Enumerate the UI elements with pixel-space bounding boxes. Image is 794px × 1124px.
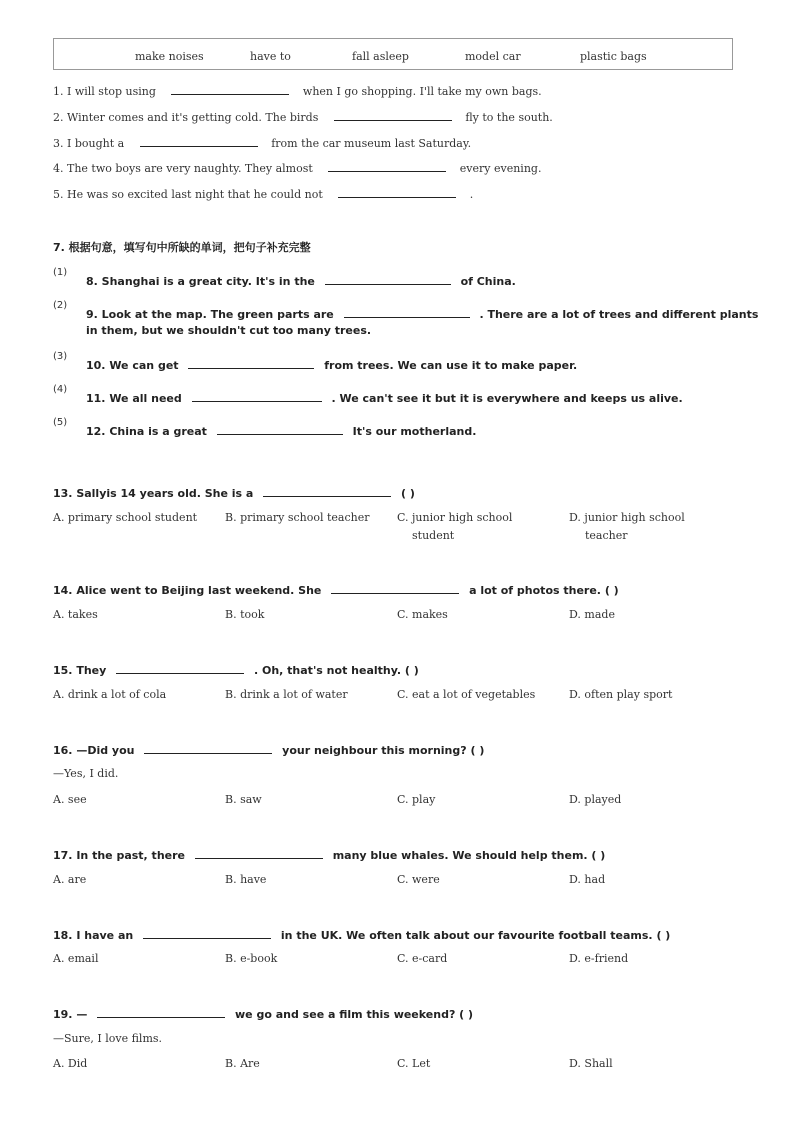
word-bank-item: model car [465,50,521,63]
option-d[interactable]: D. often play sport [569,688,673,701]
option-d[interactable]: D. junior high school [569,511,685,524]
option-c[interactable]: C. makes [397,608,448,621]
option-b[interactable]: B. saw [225,793,262,806]
answer-blank[interactable] [344,306,470,318]
option-a[interactable]: A. takes [53,608,98,621]
answer-blank[interactable] [263,485,391,497]
fill-in-question: 2. Winter comes and it's getting cold. The birds fly to the south. [53,111,553,124]
option-c[interactable]: C. e-card [397,952,448,965]
option-d[interactable]: D. Shall [569,1057,613,1070]
option-d[interactable]: D. had [569,873,606,886]
option-b[interactable]: B. Are [225,1057,260,1070]
fill-in-question: 10. We can get from trees. We can use it to make paper. [86,359,578,372]
option-b[interactable]: B. primary school teacher [225,511,370,524]
mc-question: 17. In the past, there many blue whales. We should help them. ( ) [53,849,606,862]
option-a[interactable]: A. see [53,793,87,806]
answer-blank[interactable] [217,423,343,435]
answer-blank[interactable] [144,742,272,754]
answer-blank[interactable] [97,1006,225,1018]
mc-question: 14. Alice went to Beijing last weekend. She a lot of photos there. ( ) [53,584,619,597]
answer-blank[interactable] [338,186,456,198]
option-a[interactable]: A. are [53,873,87,886]
option-a[interactable]: A. email [53,952,99,965]
word-bank-item: plastic bags [580,50,647,63]
word-bank-item: fall asleep [352,50,409,63]
fill-in-question: 9. Look at the map. The green parts are . There are a lot of trees and different plants [86,308,759,321]
mc-question: 19. — we go and see a film this weekend? ( ) [53,1008,474,1021]
dialogue-reply: —Sure, I love films. [53,1032,163,1045]
answer-blank[interactable] [325,273,451,285]
fill-in-question: 5. He was so excited last night that he could not . [53,188,474,201]
word-bank-item: make noises [135,50,204,63]
item-number: (2) [53,300,68,311]
answer-blank[interactable] [140,135,258,147]
section-title: 7. 根据句意，填写句中所缺的单词，把句子补充完整 [53,241,311,254]
option-b[interactable]: B. drink a lot of water [225,688,348,701]
option-c[interactable]: C. were [397,873,440,886]
answer-blank[interactable] [334,109,452,121]
question-continuation: in them, but we shouldn't cut too many trees. [86,324,372,337]
answer-blank[interactable] [171,83,289,95]
fill-in-question: 1. I will stop using when I go shopping. I'll take my own bags. [53,85,542,98]
word-bank-item: have to [250,50,291,63]
option-d[interactable]: D. made [569,608,615,621]
fill-in-question: 3. I bought a from the car museum last Saturday. [53,137,472,150]
option-a[interactable]: A. Did [53,1057,88,1070]
option-a[interactable]: A. drink a lot of cola [53,688,167,701]
fill-in-question: 11. We all need . We can't see it but it is everywhere and keeps us alive. [86,392,683,405]
option-c-continuation: student [412,529,455,542]
dialogue-reply: —Yes, I did. [53,767,119,780]
option-a[interactable]: A. primary school student [53,511,198,524]
item-number: (5) [53,417,68,428]
mc-question: 13. Sallyis 14 years old. She is a ( ) [53,487,415,500]
option-d[interactable]: D. e-friend [569,952,629,965]
word-bank-box [53,38,733,70]
option-b[interactable]: B. have [225,873,267,886]
mc-question: 16. —Did you your neighbour this morning? ( ) [53,744,485,757]
option-c[interactable]: C. junior high school [397,511,513,524]
item-number: (3) [53,351,68,362]
answer-blank[interactable] [188,357,314,369]
option-d[interactable]: D. played [569,793,622,806]
option-c[interactable]: C. eat a lot of vegetables [397,688,536,701]
answer-blank[interactable] [331,582,459,594]
answer-blank[interactable] [116,662,244,674]
fill-in-question: 12. China is a great It's our motherland. [86,425,477,438]
mc-question: 18. I have an in the UK. We often talk about our favourite football teams. ( ) [53,929,671,942]
answer-blank[interactable] [195,847,323,859]
fill-in-question: 8. Shanghai is a great city. It's in the of China. [86,275,516,288]
answer-blank[interactable] [328,160,446,172]
item-number: (4) [53,384,68,395]
option-c[interactable]: C. Let [397,1057,431,1070]
option-b[interactable]: B. e-book [225,952,278,965]
answer-blank[interactable] [143,927,271,939]
fill-in-question: 4. The two boys are very naughty. They almost every evening. [53,162,542,175]
mc-question: 15. They . Oh, that's not healthy. ( ) [53,664,419,677]
option-c[interactable]: C. play [397,793,436,806]
option-b[interactable]: B. took [225,608,265,621]
option-d-continuation: teacher [585,529,628,542]
answer-blank[interactable] [192,390,322,402]
item-number: (1) [53,267,68,278]
